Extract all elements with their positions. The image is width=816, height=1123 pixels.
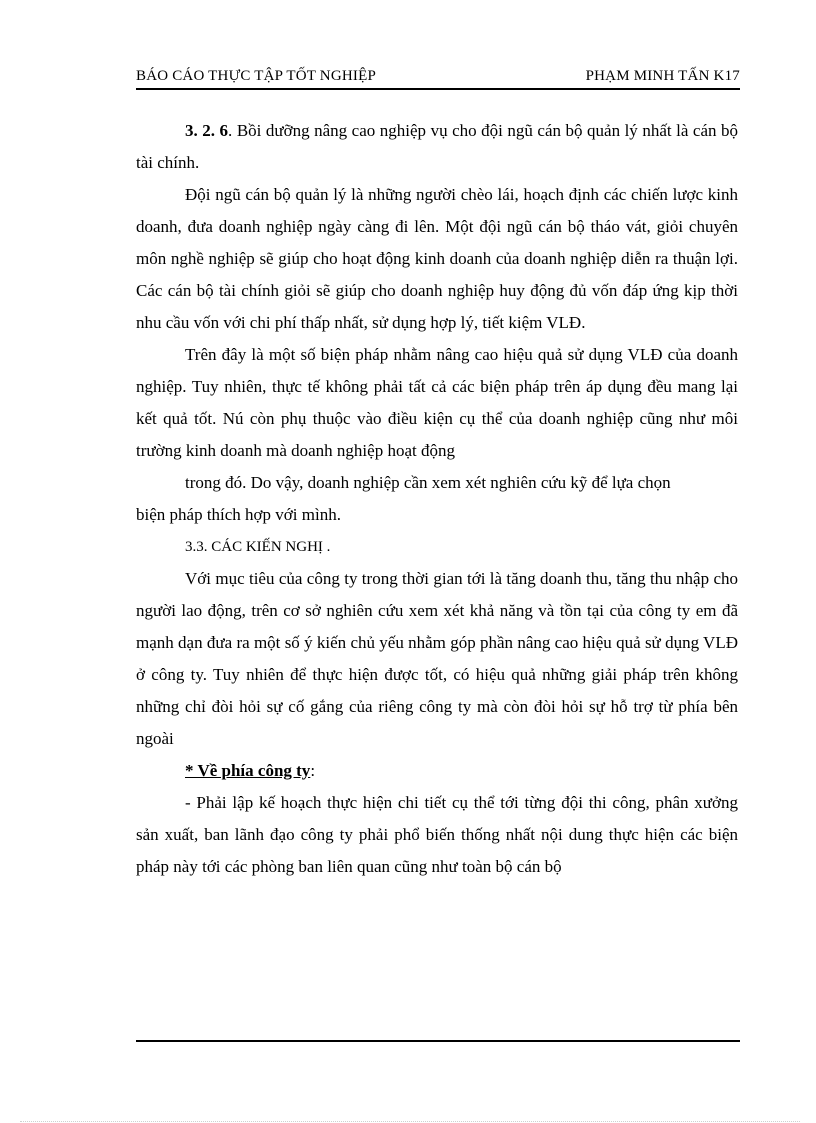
company-side-colon: :	[310, 761, 316, 780]
paragraph-management-team: Đội ngũ cán bộ quản lý là những người chèo lái, hoạch định các chiến lược kinh doanh, đưa doanh nghiệp ngày càng đi lên. Một đội ngũ cán bộ tháo vát, giỏi chuyên môn nghề nghiệp sẽ giúp cho hoạt động kinh doanh của doanh nghiệp diễn ra thuận lợi. Các cán bộ tài chính giỏi sẽ giúp cho doanh nghiệp huy động đủ vốn đáp ứng kịp thời nhu cầu vốn với chi phí thấp nhất, sử dụng hợp lý, tiết kiệm VLĐ.	[136, 185, 738, 332]
section-3-3-heading: 3.3. CÁC KIẾN NGHỊ .	[185, 539, 331, 555]
section-title: . Bồi dưỡng nâng cao nghiệp vụ cho đội ngũ cán bộ quản lý nhất là cán bộ tài chính.	[136, 121, 739, 172]
header-author: PHẠM MINH TẤN K17	[585, 68, 740, 84]
paragraph-recommendations: Với mục tiêu của công ty trong thời gian tới là tăng doanh thu, tăng thu nhập cho người lao động, trên cơ sở nghiên cứu xem xét khả năng và tồn tại của công ty em đã mạnh dạn đưa ra một số ý kiến chủ yếu nhằm góp phần nâng cao hiệu quả sử dụng VLĐ ở công ty. Tuy nhiên để thực hiện được tốt, có hiệu quả những giải pháp trên không những chỉ đòi hỏi sự cố gắng của riêng công ty mà còn đòi hỏi sự hỗ trợ từ phía bên ngoài	[136, 569, 738, 748]
company-side-heading	[136, 755, 738, 787]
paragraph-company-plan: - Phải lập kế hoạch thực hiện chi tiết cụ thể tới từng đội thi công, phân xưởng sản xuất, ban lãnh đạo công ty phải phổ biến thống nhất nội dung thực hiện các biện pháp này tới các phòng ban liên quan cũng như toàn bộ cán bộ	[136, 793, 738, 876]
paragraph-summary: Trên đây là một số biện pháp nhằm nâng cao hiệu quả sử dụng VLĐ của doanh nghiệp. Tuy nhiên, thực tế không phải tất cả các biện pháp trên áp dụng đều mang lại kết quả tốt. Nú còn phụ thuộc vào điều kiện cụ thể của doanh nghiệp cũng như môi trường kinh doanh mà doanh nghiệp hoạt động	[136, 345, 738, 460]
company-side-label: * Về phía công ty	[185, 761, 311, 780]
footer-rule	[136, 1040, 740, 1042]
paragraph-conclusion-line1: trong đó. Do vậy, doanh nghiệp cần xem xét nghiên cứu kỹ để lựa chọn	[185, 473, 671, 492]
page-header	[136, 66, 740, 90]
header-report-title: BÁO CÁO THỰC TẬP TỐT NGHIỆP	[136, 68, 376, 84]
page-edge-divider	[20, 1121, 800, 1122]
document-body	[136, 115, 738, 883]
section-number: 3. 2. 6	[185, 121, 229, 140]
section-3-2-6-heading	[136, 115, 738, 179]
paragraph-conclusion-line2: biện pháp thích hợp với mình.	[136, 505, 341, 524]
